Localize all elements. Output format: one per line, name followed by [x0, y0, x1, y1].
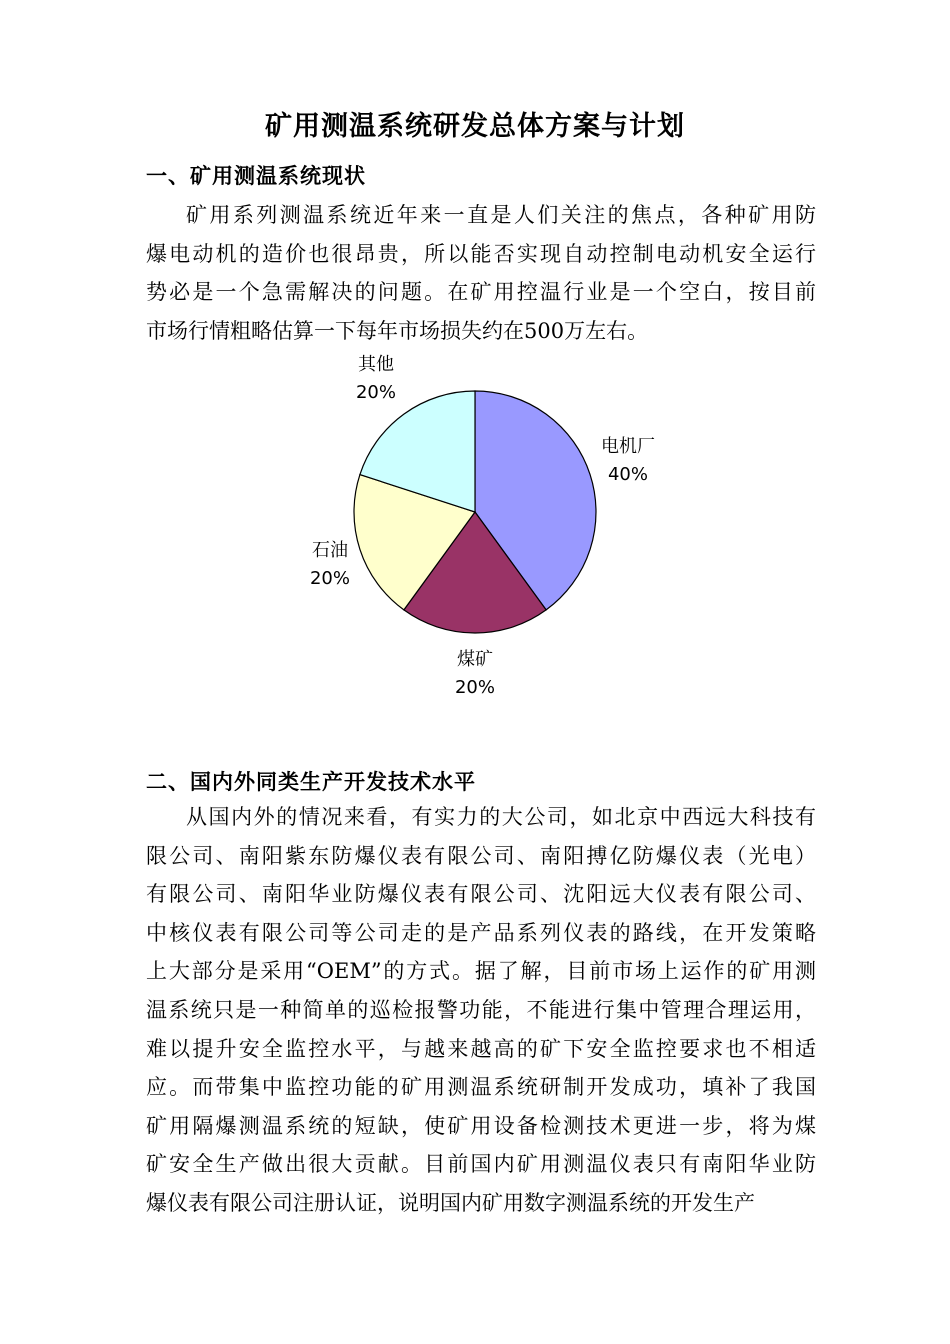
paragraph-line: 有限公司、南阳华业防爆仪表有限公司、沈阳远大仪表有限公司、 — [146, 882, 816, 907]
paragraph-line: 上大部分是采用“OEM”的方式。据了解，目前市场上运作的矿用测 — [146, 959, 816, 984]
paragraph-line: 矿用系列测温系统近年来一直是人们关注的焦点，各种矿用防 — [186, 203, 816, 227]
paragraph-line: 市场行情粗略估算一下每年市场损失约在500万左右。 — [146, 318, 649, 343]
pie-slice-label: 煤矿 — [457, 649, 493, 670]
paragraph-line: 爆仪表有限公司注册认证，说明国内矿用数字测温系统的开发生产 — [146, 1190, 755, 1215]
pie-slice-label: 电机厂 — [601, 436, 655, 457]
paragraph-line: 矿安全生产做出很大贡献。目前国内矿用测温仪表只有南阳华业防 — [146, 1152, 816, 1177]
section-2-heading: 二、国内外同类生产开发技术水平 — [146, 769, 476, 794]
paragraph-line: 势必是一个急需解决的问题。在矿用控温行业是一个空白，按目前 — [146, 280, 816, 305]
pie-slice-label: 其他 — [358, 354, 394, 375]
paragraph-line: 限公司、南阳紫东防爆仪表有限公司、南阳搏亿防爆仪表（光电） — [146, 843, 816, 868]
paragraph-line: 中核仪表有限公司等公司走的是产品系列仪表的路线，在开发策略 — [146, 920, 816, 945]
section-1-heading: 一、矿用测温系统现状 — [146, 163, 366, 188]
paragraph-line: 从国内外的情况来看，有实力的大公司，如北京中西远大科技有 — [186, 805, 816, 829]
paragraph-line: 难以提升安全监控水平，与越来越高的矿下安全监控要求也不相适 — [146, 1036, 816, 1061]
section-1-paragraph — [146, 196, 816, 350]
document-title: 矿用测温系统研发总体方案与计划 — [265, 111, 685, 142]
pie-slice-label: 石油 — [312, 540, 348, 561]
market-share-pie-chart — [280, 340, 700, 710]
pie-slice-percent-label: 20% — [454, 677, 496, 698]
pie-slice-percent-label: 20% — [355, 382, 397, 403]
paragraph-line: 应。而带集中监控功能的矿用测温系统研制开发成功，填补了我国 — [146, 1075, 816, 1100]
pie-slice-percent-label: 40% — [607, 464, 649, 485]
paragraph-line: 矿用隔爆测温系统的短缺，使矿用设备检测技术更进一步，将为煤 — [146, 1113, 816, 1138]
section-2-paragraph — [146, 798, 816, 1223]
paragraph-line: 爆电动机的造价也很昂贵，所以能否实现自动控制电动机安全运行 — [146, 241, 816, 266]
pie-slice-percent-label: 20% — [309, 568, 351, 589]
paragraph-line: 温系统只是一种简单的巡检报警功能，不能进行集中管理合理运用， — [146, 997, 816, 1022]
